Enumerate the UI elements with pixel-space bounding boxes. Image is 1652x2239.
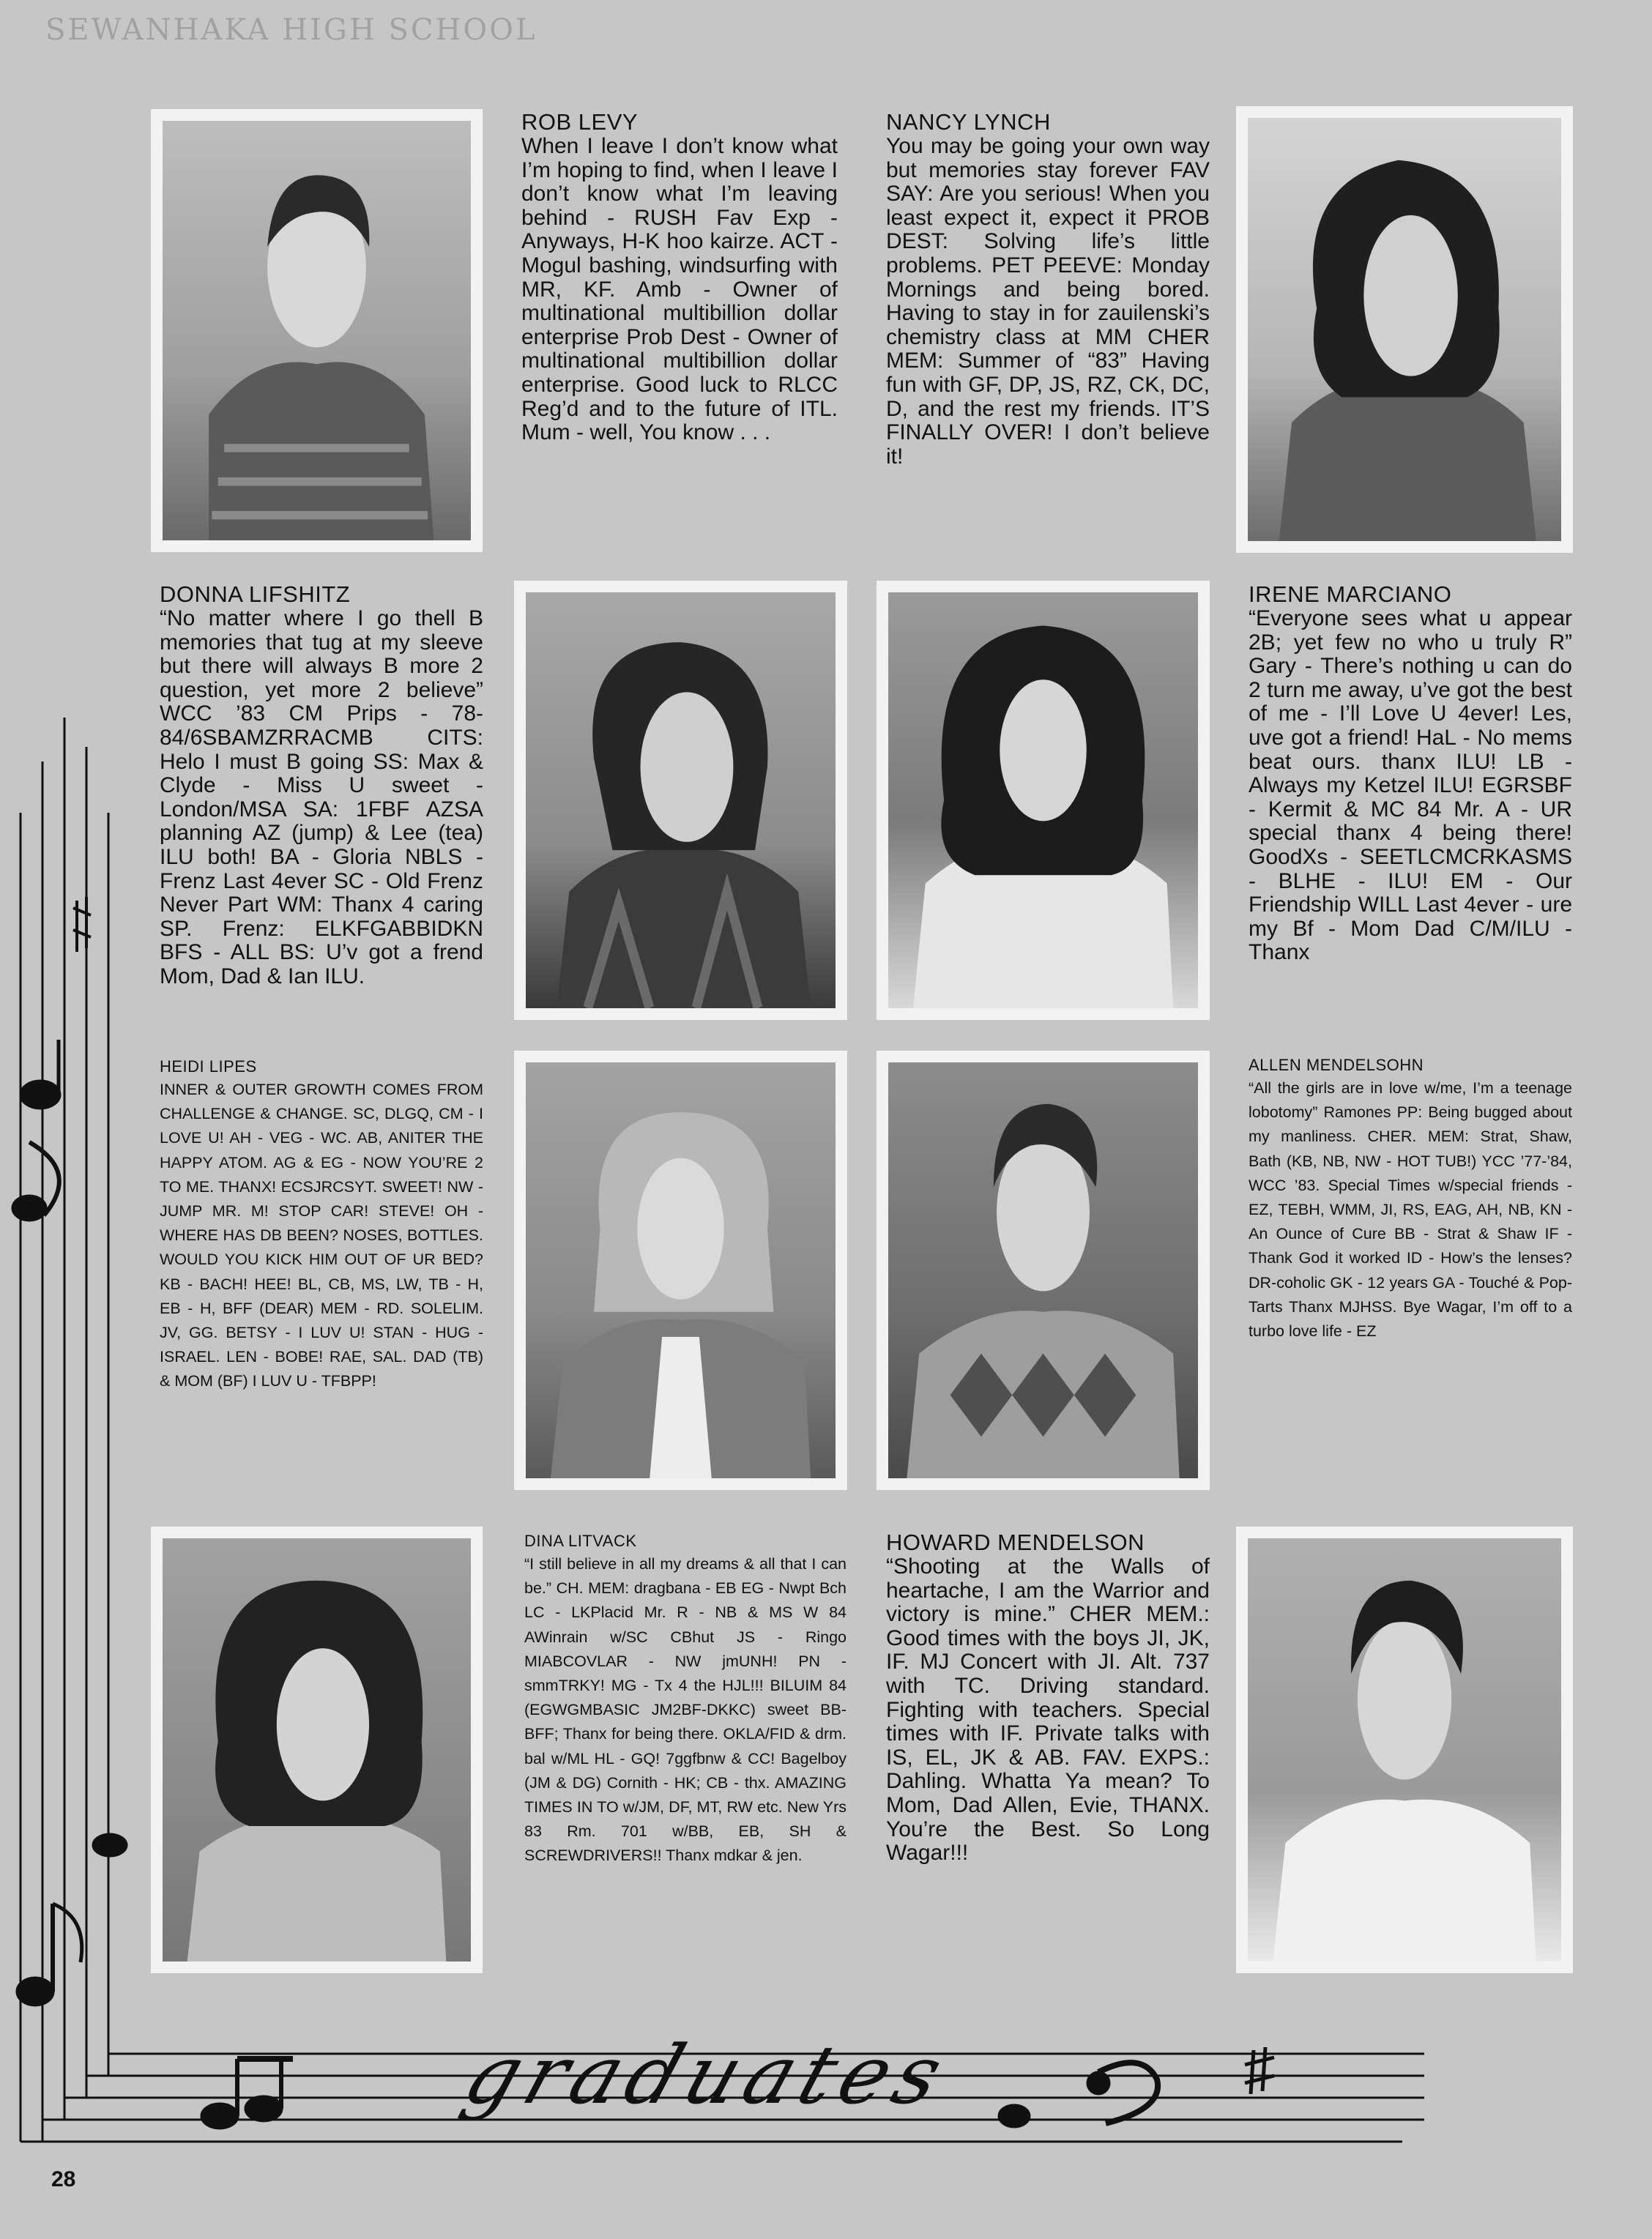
student-name: NANCY LYNCH xyxy=(886,109,1051,135)
senior-quote: “Shooting at the Walls of heartache, I am the Warrior and victory is mine.” CHER MEM.: Good times with the boys JI, JK, IF. MJ Concert with JI. Alt. 737 with TC. Driving standard. Fighting with teachers. Special times with IF. Private talks with IS, EL, JK & AB. FAV. EXPS.: Dahling. Whatta Ya mean? To Mom, Dad Allen, Evie, THANX. You’re the Best. So Long Wagar!!! xyxy=(886,1554,1210,1866)
page-number: 28 xyxy=(51,2167,76,2191)
senior-quote: “Everyone sees what u appear 2B; yet few no who u truly R” Gary - There’s nothing u can do 2 turn me away, u’ve got the best of me - I’ll Love U 4ever! Les, uve got a friend! HaL - No mems beat ours. thanx ILU! LB - Always my Ketzel ILU! EGRSBF - Kermit & MC 84 Mr. A - UR special thanx 4 being there! GoodXs - SEETLCMCRKASMS - BLHE - ILU! EM - Our Friendship WILL Last 4ever - ure my Bf - Mom Dad C/M/ILU - Thanx xyxy=(1249,606,1572,965)
student-name: IRENE MARCIANO xyxy=(1249,581,1452,607)
student-name: DONNA LIFSHITZ xyxy=(160,581,351,607)
senior-quote: When I leave I don’t know what I’m hoping to find, when I leave I don’t know what I’m leaving behind - RUSH Fav Exp - Anyways, H-K hoo kairze. ACT - Mogul bashing, windsurfing with MR, KF. Amb - Owner of multinational multibillion dollar enterprise Prob Dest - Owner of multinational multibillion dollar enterprise. Good luck to RLCC Reg’d and to the future of ITL. Mum - well, You know . . . xyxy=(521,134,838,445)
senior-quote: You may be going your own way but memories stay forever FAV SAY: Are you serious! When you least expect it, expect it PROB DEST: Solving life’s little problems. PET PEEVE: Monday Mornings and being bored. Having to stay in for zauilenski’s chemistry class at MM CHER MEM: Summer of “83” Having fun with GF, DP, JS, RZ, CK, DC, D, and the rest my friends. IT’S FINALLY OVER! I don’t believe it! xyxy=(886,134,1210,469)
student-name: ALLEN MENDELSOHN xyxy=(1249,1056,1424,1074)
header-stamp: SEWANHAKA HIGH SCHOOL xyxy=(45,13,537,47)
student-name: HEIDI LIPES xyxy=(160,1057,257,1076)
student-name: DINA LITVACK xyxy=(524,1532,637,1550)
student-name: HOWARD MENDELSON xyxy=(886,1530,1145,1555)
senior-quote: “I still believe in all my dreams & all that I can be.” CH. MEM: dragbana - EB EG - Nwpt Bch LC - LKPlacid Mr. R - NB & MS W 84 AWinrain w/SC CBhut JS - Ringo MIABCOVLAR - NW jmUNH! PN - smmTRKY! MG - Tx 4 the HJL!!! BILUIM 84 (EGWGMBASIC JM2BF-DKKC) sweet BB-BFF; Thanx for being there. OKLA/FID & drm. bal w/ML HL - GQ! 7ggfbnw & CC! Bagelboy (JM & DG) Cornith - HK; CB - thx. AMAZING TIMES IN TO w/JM, DF, MT, RW etc. New Yrs 83 Rm. 701 w/BB, EB, SH & SCREWDRIVERS!! Thanx mdkar & jen. xyxy=(524,1555,847,1865)
senior-quote: “All the girls are in love w/me, I’m a teenage lobotomy” Ramones PP: Being bugged about my manliness. CHER. MEM: Strat, Shaw, Bath (KB, NB, NW - HOT TUB!) YCC ’77-’84, WCC ’83. Special Times w/special friends - EZ, TEBH, WMM, JI, RS, EAG, AH, NB, KN - An Ounce of Cure BB - Strat & Shaw IF - Thank God it worked ID - How’s the lenses? DR-coholic GK - 12 years GA - Touché & Pop-Tarts Thanx MJHSS. Bye Wagar, I’m off to a turbo love life - EZ xyxy=(1249,1079,1572,1341)
graduates-banner-text: graduates xyxy=(453,2028,961,2122)
senior-quote: INNER & OUTER GROWTH COMES FROM CHALLENGE & CHANGE. SC, DLGQ, CM - I LOVE U! AH - VEG - WC. AB, ANITER THE HAPPY ATOM. AG & EG - NOW YOU’RE 2 TO ME. THANX! ECSJRCSYT. SWEET! NW - JUMP MR. M! STOP CAR! STEVE! OH - WHERE HAS DB BEEN? NOSES, BOTTLES. WOULD YOU KICK HIM OUT OF UR BED? KB - BACH! HEE! BL, CB, MS, LW, TB - H, EB - H, BFF (DEAR) MEM - RD. SOLELIM. JV, GG. BETSY - I LUV U! STAN - HUG - ISRAEL. LEN - BOBE! RAE, SAL. DAD (TB) & MOM (BF) I LUV U - TFBPP! xyxy=(160,1081,483,1390)
student-name: ROB LEVY xyxy=(521,109,639,135)
senior-quote: “No matter where I go thell B memories that tug at my sleeve but there will always B more 2 question, yet more 2 believe” WCC ’83 CM Prips - 78-84/6SBAMZRRACMB CITS: Helo I must B going SS: Max & Clyde - Miss U sweet - London/MSA SA: 1FBF AZSA planning AZ (jump) & Lee (tea) ILU both! BA - Gloria NBLS - Frenz Last 4ever SC - Old Frenz Never Part WM: Thanx 4 caring SP. Frenz: ELKFGABBIDKN BFS - ALL BS: U’v got a frend Mom, Dad & Ian ILU. xyxy=(160,606,483,988)
